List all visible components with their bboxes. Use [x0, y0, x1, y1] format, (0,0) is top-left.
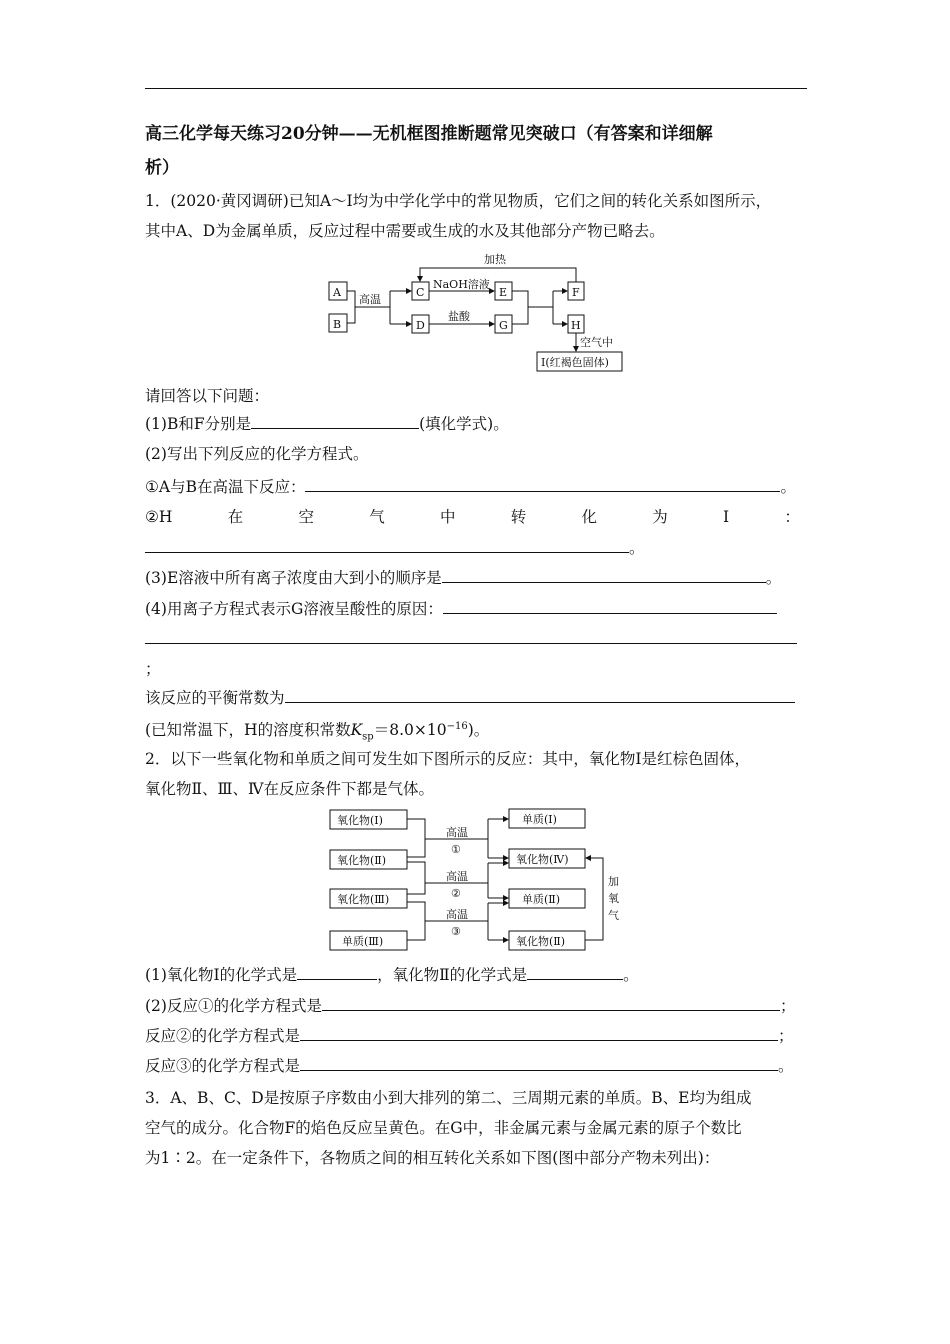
- q1-note: [145, 717, 489, 747]
- q1-intro: 1．(2020·黄冈调研)已知A～I均为中学化学中的常见物质，它们之间的转化关系如图所示，: [145, 192, 772, 210]
- label-a: A: [333, 286, 341, 299]
- q1-part2: (2)写出下列反应的化学方程式。: [145, 445, 369, 463]
- answer-blank[interactable]: [322, 996, 780, 1011]
- text: 该反应的平衡常数为: [145, 689, 285, 707]
- q1-part2b-answer: [145, 538, 645, 558]
- q2-part1: [145, 965, 639, 985]
- text: sp: [362, 731, 374, 743]
- q1-reaction-diagram: [320, 245, 630, 375]
- label-side: 氧: [608, 892, 619, 905]
- answer-blank[interactable]: [145, 538, 629, 553]
- text: 反应③的化学方程式是: [145, 1057, 301, 1075]
- text: ①A与B在高温下反应：: [145, 478, 306, 496]
- label-naoh: NaOH溶液: [433, 278, 490, 291]
- text: I: [723, 508, 730, 526]
- answer-blank[interactable]: [300, 1026, 778, 1041]
- text: 。: [629, 539, 645, 557]
- q1-prompt: 请回答以下问题：: [145, 387, 270, 405]
- label-e: E: [499, 286, 508, 299]
- text: ＝8.0×10: [373, 721, 447, 740]
- label-right-4: 氧化物(Ⅱ): [516, 935, 566, 948]
- text: ，氧化物Ⅱ的化学式是: [377, 966, 528, 984]
- q3-intro: 3．A、B、C、D是按原子序数由小到大排列的第二、三周期元素的单质。B、E均为组成: [145, 1089, 752, 1107]
- label-side: 气: [608, 909, 619, 922]
- label-cond-1: 高温: [446, 826, 468, 839]
- q3-intro-2: 空气的成分。化合物F的焰色反应呈黄色。在G中，非金属元素与金属元素的原子个数比: [145, 1119, 742, 1137]
- text: ②H: [145, 508, 173, 526]
- q2-part4: [145, 1056, 794, 1076]
- q1-part1: [145, 414, 509, 434]
- label-air: 空气中: [580, 336, 613, 349]
- text: 。: [765, 569, 782, 587]
- label-jiare: 加热: [484, 253, 506, 266]
- text: 反应②的化学方程式是: [145, 1027, 301, 1045]
- q1-part4-cont: [145, 629, 797, 649]
- text: (1)B和F分别是: [145, 415, 252, 433]
- text: K: [350, 721, 363, 740]
- answer-blank[interactable]: [442, 568, 766, 583]
- text: 中: [439, 508, 456, 526]
- answer-blank[interactable]: [145, 629, 797, 644]
- label-right-2: 氧化物(Ⅳ): [516, 853, 569, 866]
- label-left-3: 氧化物(Ⅲ): [337, 893, 390, 906]
- q1-part4: [145, 599, 777, 619]
- text: 转: [510, 508, 527, 526]
- label-left-2: 氧化物(Ⅱ): [337, 854, 387, 867]
- answer-blank[interactable]: [305, 477, 780, 492]
- q2-reaction-diagram: [320, 800, 630, 960]
- q1-part2b: [145, 507, 800, 527]
- text: 。: [623, 966, 639, 984]
- label-c: C: [416, 286, 425, 299]
- label-num-2: ②: [451, 887, 461, 900]
- text: (填化学式)。: [419, 415, 509, 433]
- answer-blank[interactable]: [443, 599, 777, 614]
- label-cond-3: 高温: [446, 908, 468, 921]
- text: ：: [784, 508, 800, 526]
- label-num-1: ①: [451, 843, 461, 856]
- header-rule: [145, 88, 807, 89]
- label-cond-2: 高温: [446, 870, 468, 883]
- label-side: 加: [608, 875, 619, 888]
- text: 为: [652, 508, 668, 526]
- text: 在: [227, 508, 244, 526]
- answer-blank[interactable]: [527, 965, 623, 980]
- text: ；: [779, 997, 796, 1015]
- text: (已知常温下，H的溶度积常数: [145, 721, 351, 740]
- text: 空: [298, 508, 314, 526]
- q2-part3: [145, 1026, 794, 1046]
- text: 化: [581, 508, 598, 526]
- doc-title-cont: 析）: [145, 158, 179, 178]
- answer-blank[interactable]: [300, 1056, 778, 1071]
- label-left-1: 氧化物(Ⅰ): [337, 814, 383, 827]
- text: (3)E溶液中所有离子浓度由大到小的顺序是: [145, 569, 442, 587]
- text: (1)氧化物Ⅰ的化学式是: [145, 966, 298, 984]
- label-num-3: ③: [451, 925, 461, 938]
- q2-intro: 2．以下一些氧化物和单质之间可发生如下图所示的反应：其中，氧化物Ⅰ是红棕色固体，: [145, 750, 750, 768]
- text: )。: [467, 721, 490, 740]
- text: ；: [778, 1027, 794, 1045]
- text: (4)用离子方程式表示G溶液呈酸性的原因：: [145, 600, 443, 618]
- q2-intro-2: 氧化物Ⅱ、Ⅲ、Ⅳ在反应条件下都是气体。: [145, 780, 434, 798]
- q3-intro-3: 为1∶2。在一定条件下，各物质之间的相互转化关系如下图(图中部分产物未列出)：: [145, 1149, 720, 1167]
- answer-blank[interactable]: [297, 965, 377, 980]
- q1-part5: [145, 688, 795, 708]
- answer-blank[interactable]: [285, 688, 795, 703]
- label-h: H: [571, 319, 581, 332]
- answer-blank[interactable]: [251, 414, 419, 429]
- doc-title: 高三化学每天练习20分钟——无机框图推断题常见突破口（有答案和详细解: [145, 124, 713, 144]
- text: 。: [780, 478, 796, 496]
- label-right-3: 单质(Ⅱ): [522, 893, 561, 906]
- q2-part2: [145, 996, 795, 1016]
- label-yansuan: 盐酸: [448, 310, 470, 323]
- label-i: I(红褐色固体): [541, 356, 609, 369]
- label-f: F: [572, 286, 580, 299]
- text: 。: [778, 1057, 794, 1075]
- label-g: G: [499, 319, 508, 332]
- text: −16: [446, 721, 468, 732]
- label-b: B: [333, 318, 342, 331]
- label-d: D: [416, 319, 425, 332]
- text: (2)反应①的化学方程式是: [145, 997, 322, 1015]
- text: 气: [369, 508, 385, 526]
- label-gaowen: 高温: [359, 293, 381, 306]
- q1-intro-2: 其中A、D为金属单质，反应过程中需要或生成的水及其他部分产物已略去。: [145, 222, 665, 240]
- q1-part3: [145, 568, 781, 588]
- q1-part2a: [145, 477, 796, 497]
- label-right-1: 单质(Ⅰ): [522, 813, 557, 826]
- label-left-4: 单质(Ⅲ): [342, 935, 384, 948]
- q1-part4-end: ；: [145, 660, 161, 678]
